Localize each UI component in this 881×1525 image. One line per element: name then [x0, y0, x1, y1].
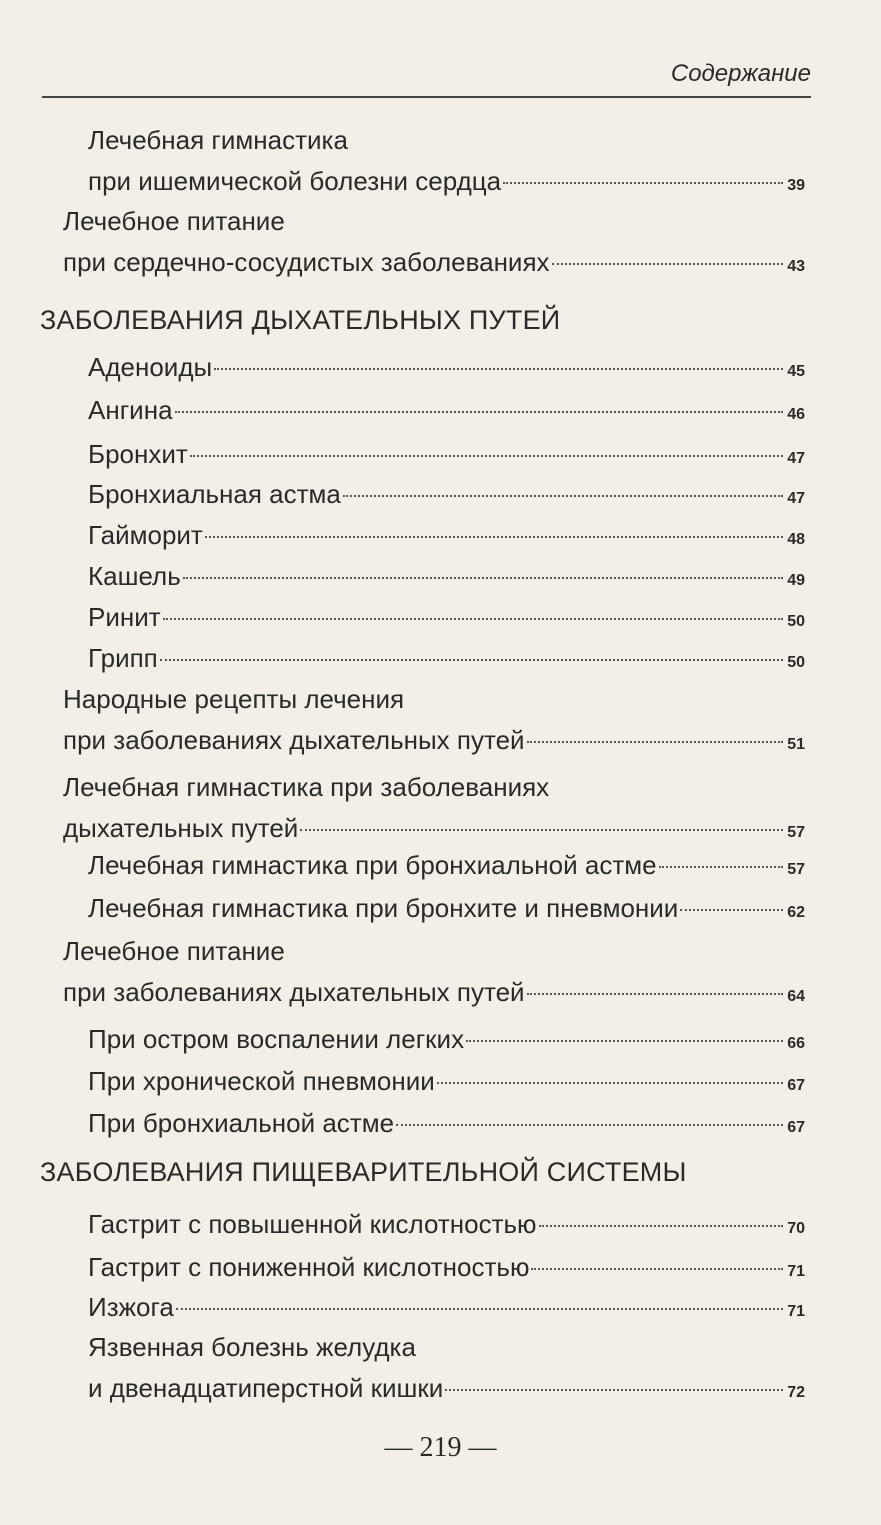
toc-entry-line[interactable]	[63, 770, 549, 804]
toc-entry-line[interactable]	[63, 811, 805, 850]
toc-entry-line[interactable]	[88, 164, 805, 203]
toc-entry-title: Язвенная болезнь желудка	[88, 1332, 416, 1362]
toc-entry-line[interactable]	[88, 848, 805, 887]
header-title: Содержание	[670, 60, 811, 87]
toc-entry-line[interactable]	[88, 437, 805, 476]
toc-entry-line[interactable]	[63, 682, 404, 716]
dot-leader	[300, 828, 783, 831]
toc-entry-title: дыхательных путей	[63, 813, 299, 843]
toc-entry-line[interactable]	[88, 559, 805, 598]
dot-leader	[214, 367, 783, 370]
toc-entry-title: при сердечно-сосудистых заболеваниях	[63, 247, 550, 277]
toc-page-number: 43	[787, 258, 805, 275]
toc-entry-title: При бронхиальной астме	[88, 1108, 395, 1138]
running-header	[42, 58, 811, 98]
toc-entry-title: При остром воспалении легких	[88, 1024, 465, 1054]
dot-leader	[503, 181, 783, 184]
dot-leader	[437, 1081, 783, 1084]
dot-leader	[531, 1267, 783, 1270]
toc-entry-title: Бронхит	[88, 439, 188, 469]
toc-entry-line[interactable]	[88, 350, 805, 389]
toc-entry-title: Изжога	[88, 1292, 174, 1322]
toc-entry-title: Лечебное питание	[63, 936, 285, 966]
toc-page-number: 45	[787, 363, 805, 380]
toc-entry-line[interactable]	[88, 477, 805, 516]
toc-entry-title: Лечебная гимнастика	[88, 125, 348, 155]
toc-entry-line[interactable]	[88, 600, 805, 639]
toc-entry-line[interactable]	[88, 1371, 805, 1410]
toc-entry-title: Народные рецепты лечения	[63, 684, 405, 714]
toc-page-number: 67	[787, 1119, 805, 1136]
dot-leader	[163, 617, 784, 620]
toc-entry-title: Грипп	[88, 643, 158, 673]
dot-leader	[466, 1039, 783, 1042]
toc-entry-line[interactable]	[88, 393, 805, 432]
section-heading: ЗАБОЛЕВАНИЯ ПИЩЕВАРИТЕЛЬНОЙ СИСТЕМЫ	[40, 1157, 687, 1187]
dot-leader	[205, 535, 783, 538]
toc-entry-line[interactable]	[88, 123, 348, 157]
dot-leader	[160, 658, 783, 661]
dot-leader	[527, 992, 784, 995]
dot-leader	[659, 865, 784, 868]
dot-leader	[680, 908, 783, 911]
dot-leader	[183, 576, 783, 579]
dot-leader	[175, 410, 784, 413]
toc-entry-line[interactable]	[88, 891, 805, 930]
toc-entry-line[interactable]	[88, 1022, 805, 1061]
toc-entry-title: Гастрит с пониженной кислотностью	[88, 1252, 530, 1282]
toc-page-number: 50	[787, 654, 805, 671]
toc-entry-title: Ринит	[88, 602, 161, 632]
toc-entry-line[interactable]	[88, 1064, 805, 1103]
toc-page-number: 72	[787, 1384, 805, 1401]
toc-entry-line[interactable]	[63, 204, 285, 238]
toc-entry-line[interactable]	[63, 934, 285, 968]
toc-page-number: 39	[787, 177, 805, 194]
toc-entry-title: Гайморит	[88, 520, 203, 550]
toc-page-number: 70	[787, 1220, 805, 1237]
toc-page-number: 57	[787, 861, 805, 878]
toc-page-number: 66	[787, 1035, 805, 1052]
toc-entry-title: при ишемической болезни сердца	[88, 166, 502, 196]
toc-page-number: 48	[787, 531, 805, 548]
toc-page-number: 50	[787, 613, 805, 630]
toc-entry-line[interactable]	[88, 1250, 805, 1289]
toc-entry-line[interactable]	[88, 1207, 805, 1246]
toc-entry-title: и двенадцатиперстной кишки	[88, 1373, 444, 1403]
toc-page-number: 64	[787, 988, 805, 1005]
toc-entry-line[interactable]	[88, 641, 805, 680]
toc-entry-line[interactable]	[63, 723, 805, 762]
dot-leader	[445, 1388, 783, 1391]
dot-leader	[539, 1224, 784, 1227]
toc-entry-title: Гастрит с повышенной кислотностью	[88, 1209, 537, 1239]
toc-entry-line[interactable]	[88, 1290, 805, 1329]
toc-entry-title: Лечебное питание	[63, 206, 285, 236]
section-heading: ЗАБОЛЕВАНИЯ ДЫХАТЕЛЬНЫХ ПУТЕЙ	[40, 305, 561, 335]
toc-entry-title: При хронической пневмонии	[88, 1066, 435, 1096]
toc-entry-line[interactable]	[63, 245, 805, 284]
toc-page-number: 71	[787, 1303, 805, 1320]
page-number: — 219 —	[384, 1432, 497, 1463]
toc-page-number: 67	[787, 1077, 805, 1094]
dot-leader	[552, 262, 784, 265]
toc-page-number: 47	[787, 490, 805, 507]
dot-leader	[527, 740, 784, 743]
dot-leader	[190, 454, 783, 457]
dot-leader	[343, 494, 783, 497]
toc-page-number: 57	[787, 824, 805, 841]
toc-entry-line[interactable]	[88, 1106, 805, 1145]
toc-page-number: 62	[787, 904, 805, 921]
toc-page-number: 49	[787, 572, 805, 589]
toc-entry-title: при заболеваниях дыхательных путей	[63, 725, 525, 755]
toc-entry-title: Лечебная гимнастика при бронхите и пневмонии	[88, 893, 679, 923]
toc-page-number: 51	[787, 736, 805, 753]
toc-entry-title: Бронхиальная астма	[88, 479, 341, 509]
toc-entry-title: Аденоиды	[88, 352, 213, 382]
toc-entry-title: Кашель	[88, 561, 181, 591]
dot-leader	[176, 1307, 783, 1310]
toc-entry-title: Лечебная гимнастика при заболеваниях	[63, 772, 550, 802]
toc-entry-title: Лечебная гимнастика при бронхиальной астме	[88, 850, 657, 880]
toc-entry-title: при заболеваниях дыхательных путей	[63, 977, 525, 1007]
toc-entry-title: Ангина	[88, 395, 173, 425]
toc-page-number: 71	[787, 1263, 805, 1280]
toc-entry-line[interactable]	[88, 518, 805, 557]
toc-page-number: 47	[787, 450, 805, 467]
toc-entry-line[interactable]	[88, 1330, 416, 1364]
dot-leader	[396, 1123, 783, 1126]
toc-page-number: 46	[787, 406, 805, 423]
toc-entry-line[interactable]	[63, 975, 805, 1014]
